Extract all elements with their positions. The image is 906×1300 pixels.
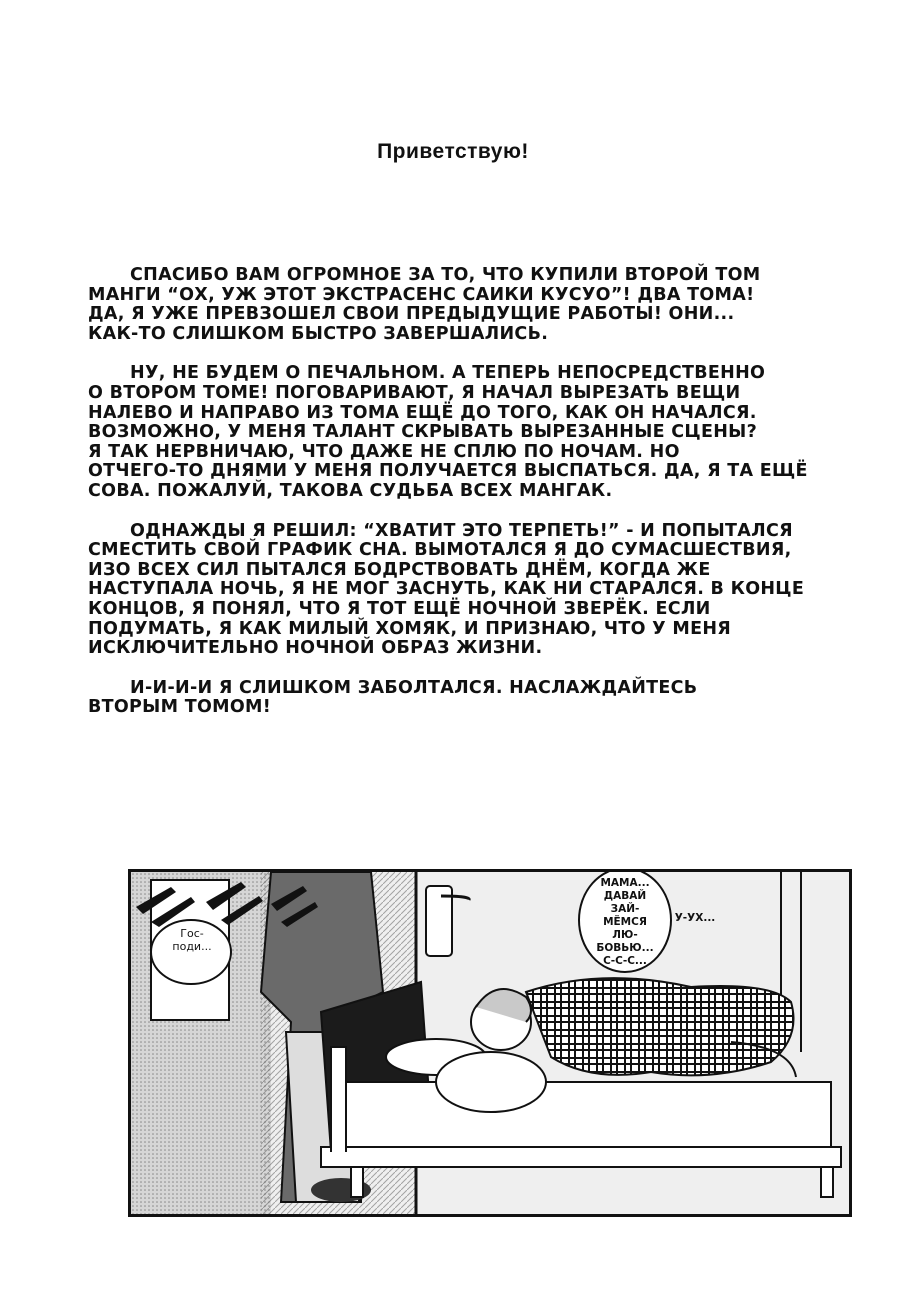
text-line: СОВА. ПОЖАЛУЙ, ТАКОВА СУДЬБА ВСЕХ МАНГАК. <box>88 480 613 501</box>
text-line: ДА, Я УЖЕ ПРЕВЗОШЕЛ СВОИ ПРЕДЫДУЩИЕ РАБОТЫ! ОНИ... <box>88 304 735 325</box>
speech-bubble-sleeper <box>586 877 664 968</box>
text-line: СМЕСТИТЬ СВОЙ ГРАФИК СНА. ВЫМОТАЛСЯ Я ДО СУМАСШЕСТВИЯ, <box>88 540 792 561</box>
text-line: МАНГИ “ОХ, УЖ ЭТОТ ЭКСТРАСЕНС САИКИ КУСУО”! ДВА ТОМА! <box>88 284 755 305</box>
text-line: КОНЦОВ, Я ПОНЯЛ, ЧТО Я ТОТ ЕЩЁ НОЧНОЙ ЗВЕРЁК. ЕСЛИ <box>88 598 711 619</box>
text-line: ОТЧЕГО-ТО ДНЯМИ У МЕНЯ ПОЛУЧАЕТСЯ ВЫСПАТЬСЯ. ДА, Я ТА ЕЩЁ <box>88 461 808 482</box>
paragraph-3 <box>88 522 858 659</box>
text-line: ВТОРЫМ ТОМОМ! <box>88 697 272 718</box>
text-line: И-И-И-И Я СЛИШКОМ ЗАБОЛТАЛСЯ. НАСЛАЖДАЙТЕСЬ <box>130 677 698 698</box>
text-line: ИСКЛЮЧИТЕЛЬНО НОЧНОЙ ОБРАЗ ЖИЗНИ. <box>88 638 543 659</box>
speech-line: БОВЬЮ... <box>596 942 654 954</box>
text-line: ОДНАЖДЫ Я РЕШИЛ: “ХВАТИТ ЭТО ТЕРПЕТЬ!” - И ПОПЫТАЛСЯ <box>130 520 793 541</box>
paragraph-1 <box>88 266 858 344</box>
speech-line: ЛЮ- <box>612 929 638 941</box>
paragraph-4 <box>88 679 858 718</box>
speech-line: МЁМСЯ <box>603 916 647 928</box>
text-line: ИЗО ВСЕХ СИЛ ПЫТАЛСЯ БОДРСТВОВАТЬ ДНЁМ, КОГДА ЖЕ <box>88 559 711 580</box>
text-line: НАЛЕВО И НАПРАВО ИЗ ТОМА ЕЩЁ ДО ТОГО, КАК ОН НАЧАЛСЯ. <box>88 402 757 423</box>
speech-line: ДАВАЙ <box>603 890 647 902</box>
sleeper-pajamas <box>526 978 794 1075</box>
speech-line: Гос- <box>180 927 204 940</box>
text-line: ПОДУМАТЬ, Я КАК МИЛЫЙ ХОМЯК, И ПРИЗНАЮ, ЧТО У МЕНЯ <box>88 618 732 639</box>
text-line: ВОЗМОЖНО, У МЕНЯ ТАЛАНТ СКРЫВАТЬ ВЫРЕЗАННЫЕ СЦЕНЫ? <box>88 422 758 443</box>
text-line: НАСТУПАЛА НОЧЬ, Я НЕ МОГ ЗАСНУТЬ, КАК НИ СТАРАЛСЯ. В КОНЦЕ <box>88 579 805 600</box>
manga-panel <box>128 869 852 1217</box>
speech-line: поди... <box>172 940 212 953</box>
bed <box>331 1082 831 1152</box>
text-line: СПАСИБО ВАМ ОГРОМНОЕ ЗА ТО, ЧТО КУПИЛИ ВТОРОЙ ТОМ <box>130 265 761 285</box>
text-line: О ВТОРОМ ТОМЕ! ПОГОВАРИВАЮТ, Я НАЧАЛ ВЫРЕЗАТЬ ВЕЩИ <box>88 382 741 403</box>
speech-groan <box>671 912 719 925</box>
text-line: НУ, НЕ БУДЕМ О ПЕЧАЛЬНОМ. А ТЕПЕРЬ НЕПОСРЕДСТВЕННО <box>130 363 766 384</box>
text-line: Я ТАК НЕРВНИЧАЮ, ЧТО ДАЖЕ НЕ СПЛЮ ПО НОЧАМ. НО <box>88 441 680 462</box>
afterword-text <box>88 266 858 738</box>
paragraph-2 <box>88 364 858 501</box>
text-line: КАК-ТО СЛИШКОМ БЫСТРО ЗАВЕРШАЛИСЬ. <box>88 323 549 344</box>
speech-line: ЗАЙ- <box>610 903 640 915</box>
snore-sfx <box>131 872 321 932</box>
speech-line: МАМА... <box>600 877 650 889</box>
speech-line: У-УХ... <box>674 912 716 924</box>
speech-line: С-С-С... <box>603 955 647 967</box>
page-title: Приветствую! <box>377 140 529 163</box>
